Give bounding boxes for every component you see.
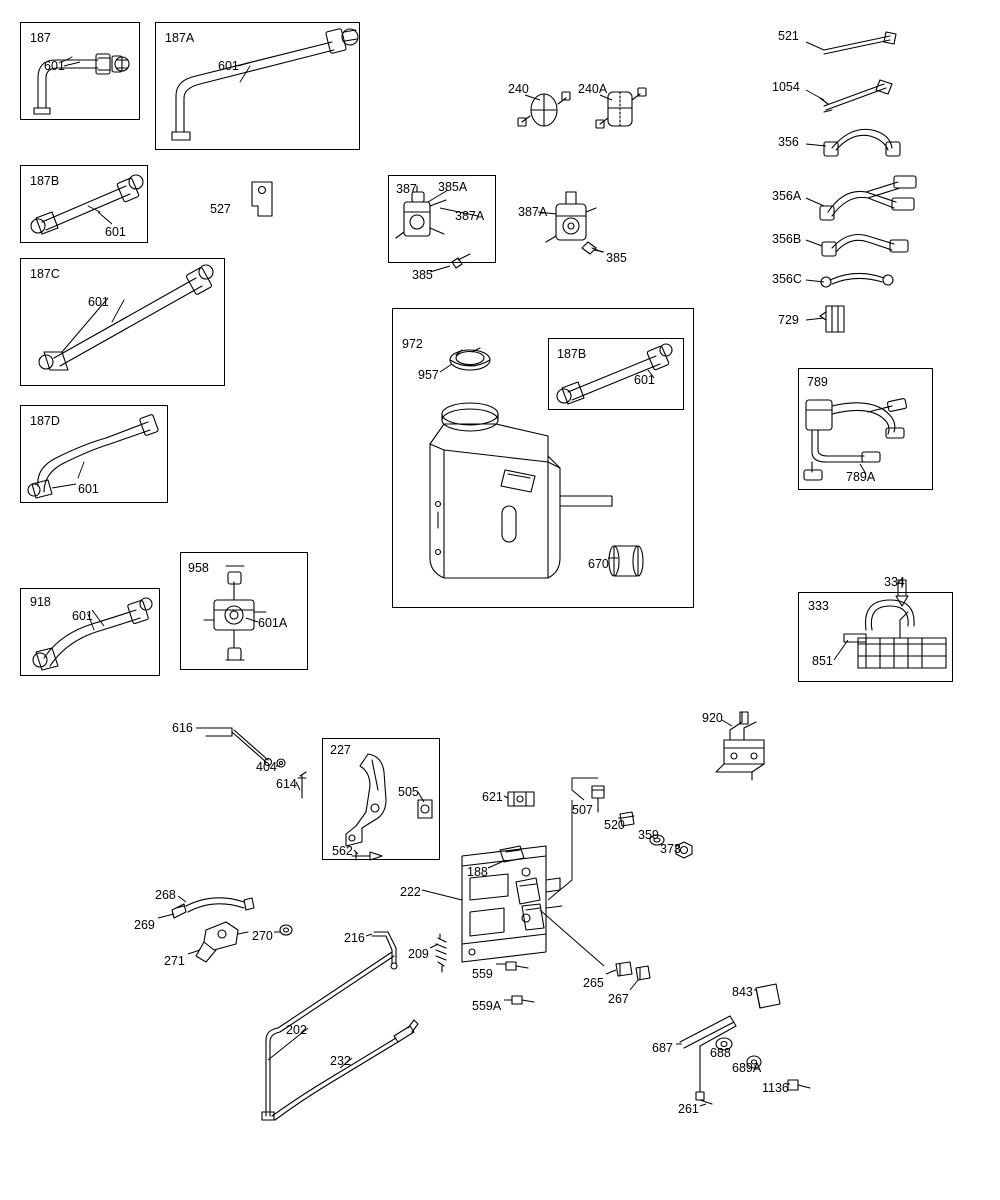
label-601-c: 601 [105, 225, 126, 239]
leader-920 [722, 720, 732, 726]
label-240: 240 [508, 82, 529, 96]
label-187B-2: 187B [557, 347, 587, 361]
label-202: 202 [286, 1023, 307, 1037]
label-269: 269 [134, 918, 155, 932]
label-187C: 187C [30, 267, 60, 281]
label-918: 918 [30, 595, 51, 609]
label-972: 972 [402, 337, 423, 351]
label-689A: 689A [732, 1061, 762, 1075]
leader-356A [806, 198, 824, 206]
label-601-e: 601 [78, 482, 99, 496]
label-1054: 1054 [772, 80, 800, 94]
leader-271 [188, 950, 200, 954]
label-359: 359 [638, 828, 659, 842]
label-227: 227 [330, 743, 351, 757]
leader-269 [158, 914, 174, 918]
leader-222 [422, 890, 462, 900]
label-187D: 187D [30, 414, 60, 428]
label-527: 527 [210, 202, 231, 216]
label-356B: 356B [772, 232, 802, 246]
label-385A: 385A [438, 180, 468, 194]
label-334: 334 [884, 575, 905, 589]
leader-521 [806, 42, 824, 50]
label-385-2: 385 [606, 251, 627, 265]
label-356: 356 [778, 135, 799, 149]
label-267: 267 [608, 992, 629, 1006]
label-270: 270 [252, 929, 273, 943]
label-404: 404 [256, 760, 277, 774]
label-621: 621 [482, 790, 503, 804]
label-222: 222 [400, 885, 421, 899]
label-261: 261 [678, 1102, 699, 1116]
leader-267 [630, 980, 638, 990]
label-789A: 789A [846, 470, 876, 484]
leader-216 [366, 934, 372, 936]
label-843: 843 [732, 985, 753, 999]
label-265: 265 [583, 976, 604, 990]
label-616: 616 [172, 721, 193, 735]
leader-265-long [540, 910, 604, 966]
leader-729 [806, 318, 824, 320]
label-687: 687 [652, 1041, 673, 1055]
label-187: 187 [30, 31, 51, 45]
label-958: 958 [188, 561, 209, 575]
label-507: 507 [572, 803, 593, 817]
label-688: 688 [710, 1046, 731, 1060]
label-729: 729 [778, 313, 799, 327]
label-601-f: 601 [72, 609, 93, 623]
label-1136: 1136 [762, 1081, 789, 1095]
label-387A-2: 387A [518, 205, 548, 219]
label-240A: 240A [578, 82, 608, 96]
leader-356C [806, 280, 824, 282]
leader-261 [700, 1104, 706, 1106]
leader-188 [488, 860, 506, 868]
leader-1054 [806, 90, 824, 100]
label-851: 851 [812, 654, 833, 668]
label-385-1: 385 [412, 268, 433, 282]
label-271: 271 [164, 954, 185, 968]
label-505: 505 [398, 785, 419, 799]
label-601-b: 601 [218, 59, 239, 73]
leader-507-long [548, 800, 572, 900]
leader-385-2 [594, 250, 604, 252]
leader-621 [504, 796, 508, 798]
label-670: 670 [588, 557, 609, 571]
label-601A: 601A [258, 616, 288, 630]
label-333: 333 [808, 599, 829, 613]
leader-356 [806, 144, 826, 146]
leader-385-1 [430, 266, 450, 272]
label-601-d: 601 [88, 295, 109, 309]
leader-265 [606, 970, 616, 974]
label-187B: 187B [30, 174, 60, 188]
leader-268 [178, 896, 186, 902]
label-614: 614 [276, 777, 297, 791]
label-387A-1: 387A [455, 209, 485, 223]
label-562: 562 [332, 844, 353, 858]
label-268: 268 [155, 888, 176, 902]
label-559: 559 [472, 967, 493, 981]
label-521: 521 [778, 29, 799, 43]
label-957: 957 [418, 368, 439, 382]
label-356C: 356C [772, 272, 802, 286]
leader-507 [572, 778, 598, 800]
label-373: 373 [660, 842, 681, 856]
label-601-g: 601 [634, 373, 655, 387]
label-387: 387 [396, 182, 417, 196]
leader-356B [806, 240, 822, 246]
label-188: 188 [467, 865, 488, 879]
label-920: 920 [702, 711, 723, 725]
label-356A: 356A [772, 189, 802, 203]
label-232: 232 [330, 1054, 351, 1068]
leader-209 [430, 944, 438, 948]
label-216: 216 [344, 931, 365, 945]
label-559A: 559A [472, 999, 502, 1013]
label-187A: 187A [165, 31, 195, 45]
label-520: 520 [604, 818, 625, 832]
label-601-a: 601 [44, 59, 65, 73]
label-209: 209 [408, 947, 429, 961]
label-789: 789 [807, 375, 828, 389]
